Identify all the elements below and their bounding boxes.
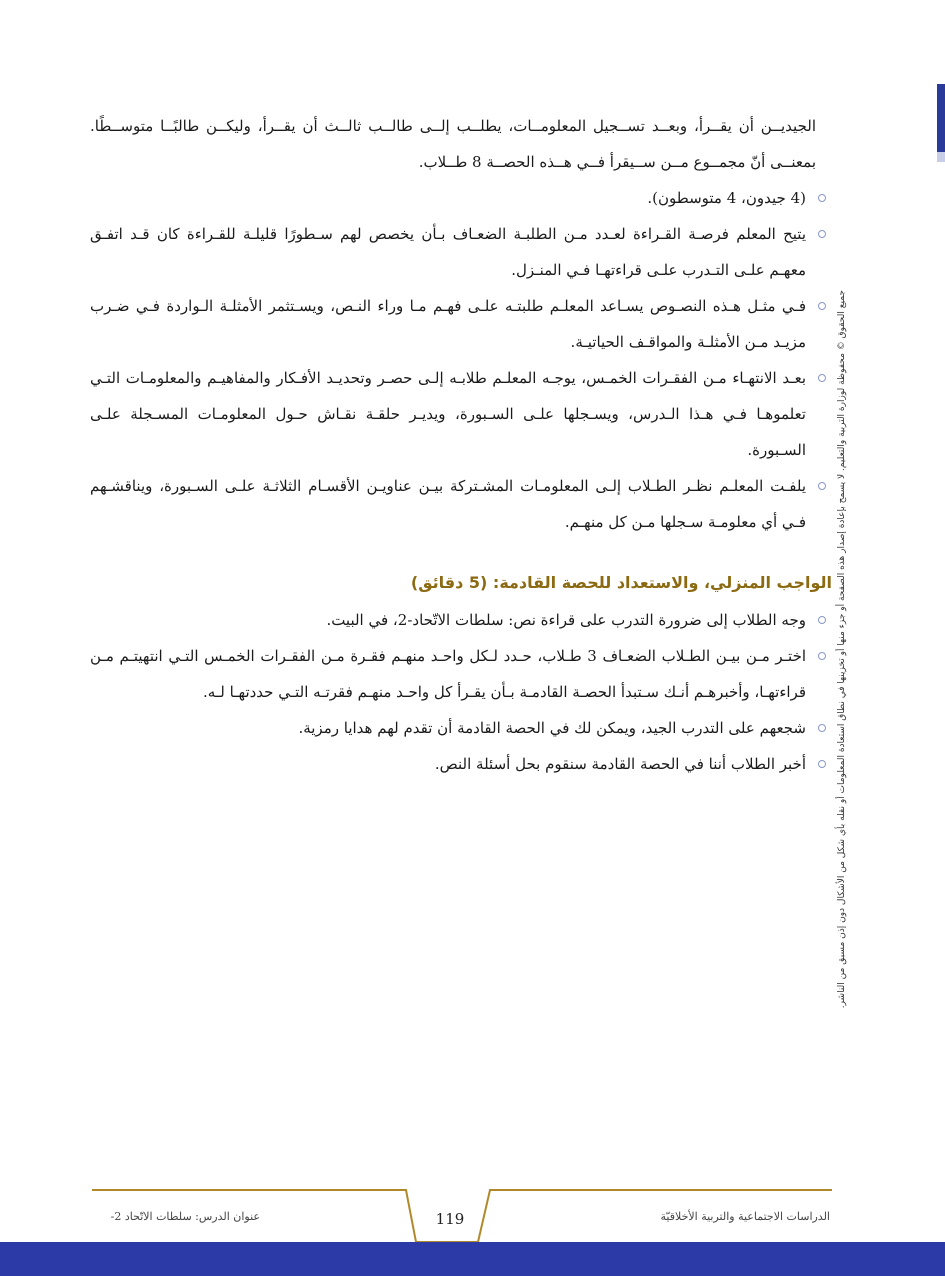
- bullet-ring-icon: [818, 482, 826, 490]
- page-edge-tab: [937, 84, 945, 152]
- list-item: [90, 638, 832, 710]
- list-item: [90, 288, 832, 360]
- encouragement-list: [90, 710, 832, 782]
- list-item: [90, 180, 832, 216]
- activity-list: [90, 180, 832, 540]
- main-content: [90, 108, 832, 782]
- bullet-ring-icon: [818, 724, 826, 732]
- homework-list: [90, 602, 832, 710]
- list-item-text: أخبر الطلاب أننا في الحصة القادمة سنقوم بحل أسئلة النص.: [434, 755, 806, 773]
- intro-paragraph: الجيديــن أن يقــرأ، وبعــد تســجيل المعلومــات، يطلــب إلــى طالــب ثالــث أن يقــرأ، وليكــن طالبًــا متوســطًا. بمعنــى أنّ مجمــوع مــن ســيقرأ فــي هــذه الحصــة 8 طــلاب.: [90, 117, 816, 171]
- list-item-text: اختـر مـن بيـن الطـلاب الضعـاف 3 طـلاب، حـدد لـكل واحـد منهـم فقـرة مـن الفقـرات الخمـس التـي انتهيتـم مـن قراءتهـا، وأخبرهـم أنـك سـتبدأ الحصـة القادمـة بـأن يقـرأ كل واحـد منهـم فقرتـه التـي حددتهـا لـه.: [90, 647, 807, 701]
- bullet-ring-icon: [818, 652, 826, 660]
- list-item-text: وجه الطلاب إلى ضرورة التدرب على قراءة نص: سلطات الاتّحاد-2، في البيت.: [326, 611, 806, 629]
- list-item: [90, 746, 832, 782]
- list-item-text: بعـد الانتهـاء مـن الفقـرات الخمـس، يوجـه المعلـم طلابـه إلـى حصـر وتحديـد الأفـكار والمفاهيـم والمعلومـات التـي تعلموهـا فـي هـذا الـدرس، ويسـجلها علـى السـبورة، ويديـر حلقـة نقـاش حـول المعلومـات المسـجلة علـى السـبورة.: [90, 369, 806, 459]
- copyright-notice: جميع الحقوق © محفوظة لوزارة التربية والتعليم. لا يسمح بإعادة إصدار هذه الصفحة أو جزء منها أو تخزينها في نطاق استعادة المعلومات أو نقله بأي شكل من الأشكال دون إذن مسبق من الناشر.: [837, 290, 847, 1009]
- list-item: [90, 216, 832, 288]
- list-item-text: فـي مثـل هـذه النصـوص يسـاعد المعلـم طلبتـه علـى فهـم مـا وراء النـص، ويسـتثمر الأمثلـة الـواردة فـي ضـرب مزيـد مـن الأمثلـة والمواقـف الحياتيـة.: [90, 297, 806, 351]
- page-edge-tab-accent: [937, 152, 945, 162]
- bullet-ring-icon: [818, 302, 826, 310]
- bullet-ring-icon: [818, 194, 826, 202]
- list-item: [90, 468, 832, 540]
- lesson-title-footer: عنوان الدرس: سلطات الاتّحاد 2-: [110, 1210, 260, 1223]
- list-item-text: يلفـت المعلـم نظـر الطـلاب إلـى المعلومـات المشـتركة بيـن عناويـن الأقسـام الثلاثـة علـى السـبورة، ويناقشـهم فـي أي معلومـة سـجلها مـن كل منهـم.: [90, 477, 806, 531]
- subject-title-footer: الدراسات الاجتماعية والتربية الأخلاقيّة: [660, 1210, 830, 1223]
- list-item: [90, 360, 832, 468]
- bullet-ring-icon: [818, 374, 826, 382]
- page-number: 119: [435, 1210, 465, 1228]
- list-item: [90, 710, 832, 746]
- bullet-ring-icon: [818, 616, 826, 624]
- bullet-ring-icon: [818, 230, 826, 238]
- footer-frame: [0, 1160, 945, 1250]
- bullet-ring-icon: [818, 760, 826, 768]
- footer-band: [0, 1242, 945, 1276]
- list-item: [90, 602, 832, 638]
- section-heading-homework: الواجب المنزلي، والاستعداد للحصة القادمة: (5 دقائق): [410, 573, 832, 592]
- list-item-text: شجعهم على التدرب الجيد، ويمكن لك في الحصة القادمة أن تقدم لهم هدايا رمزية.: [298, 719, 806, 737]
- list-item-text: (4 جيدون، 4 متوسطون).: [647, 189, 806, 207]
- list-item-text: يتيح المعلم فرصـة القـراءة لعـدد مـن الطلبـة الضعـاف بـأن يخصص لهم سـطورًا قليلـة للقـراءة كان قـد اتفـق معهـم علـى التـدرب علـى قراءتهـا فـي المنـزل.: [90, 225, 806, 279]
